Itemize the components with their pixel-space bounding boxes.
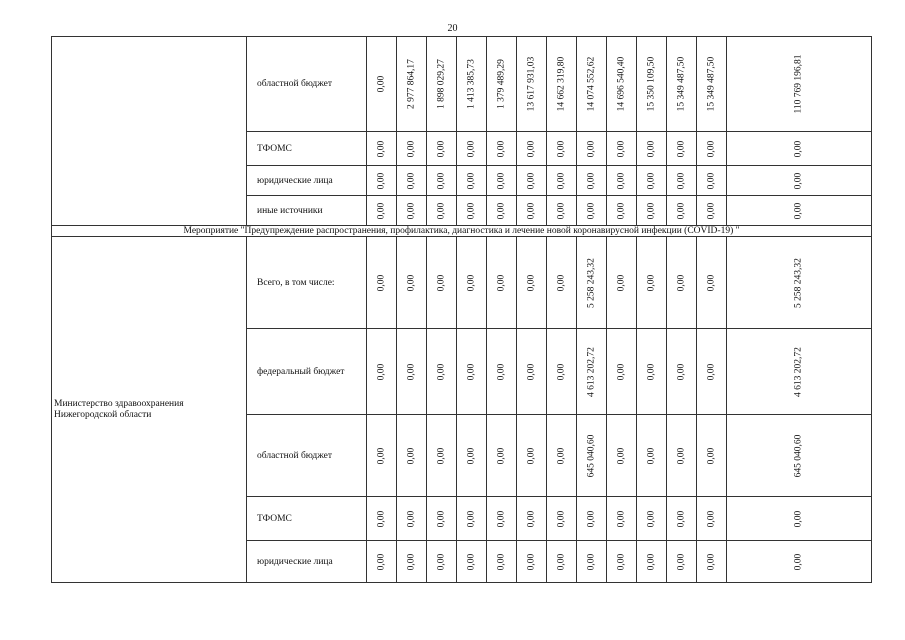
value-cell — [487, 196, 517, 226]
value-cell — [397, 132, 427, 166]
funding-source-cell: областной бюджет — [247, 415, 367, 497]
value-text: 14 696 540,40 — [615, 56, 626, 112]
value-cell — [487, 497, 517, 541]
value-text: 0,00 — [705, 510, 716, 527]
table-body — [52, 37, 872, 583]
value-text: 0,00 — [675, 202, 686, 219]
value-cell — [577, 237, 607, 329]
total-text: 4 613 202,72 — [793, 346, 804, 397]
value-text: 0,00 — [645, 363, 656, 380]
value-text: 1 898 029,27 — [435, 59, 446, 109]
value-text: 0,00 — [465, 202, 476, 219]
value-text: 0,00 — [525, 140, 536, 157]
value-text: 0,00 — [375, 172, 386, 189]
value-cell — [667, 132, 697, 166]
value-text: 0,00 — [375, 510, 386, 527]
funding-source-cell: Всего, в том числе: — [247, 237, 367, 329]
value-cell — [427, 541, 457, 583]
value-cell — [427, 415, 457, 497]
value-text: 0,00 — [465, 447, 476, 464]
value-text: 0,00 — [555, 172, 566, 189]
value-text: 0,00 — [675, 553, 686, 570]
value-text: 0,00 — [585, 202, 596, 219]
total-cell — [727, 415, 872, 497]
value-text: 0,00 — [405, 172, 416, 189]
value-text: 0,00 — [615, 274, 626, 291]
value-cell — [517, 497, 547, 541]
value-cell — [607, 166, 637, 196]
value-cell — [457, 541, 487, 583]
value-text: 0,00 — [435, 553, 446, 570]
value-text: 0,00 — [645, 553, 656, 570]
value-text: 0,00 — [615, 140, 626, 157]
value-cell — [547, 132, 577, 166]
value-cell — [367, 329, 397, 415]
value-text: 14 662 319,80 — [555, 56, 566, 112]
value-text: 0,00 — [555, 202, 566, 219]
value-text: 0,00 — [495, 447, 506, 464]
value-text: 0,00 — [465, 140, 476, 157]
value-text: 0,00 — [465, 363, 476, 380]
value-cell — [547, 541, 577, 583]
value-cell — [607, 196, 637, 226]
value-text: 0,00 — [435, 447, 446, 464]
value-text: 0,00 — [435, 363, 446, 380]
value-text: 0,00 — [465, 274, 476, 291]
value-text: 0,00 — [705, 553, 716, 570]
value-cell — [427, 196, 457, 226]
value-cell — [517, 237, 547, 329]
total-cell — [727, 329, 872, 415]
value-text: 0,00 — [375, 202, 386, 219]
value-text: 0,00 — [555, 553, 566, 570]
value-text: 2 977 864,17 — [405, 59, 416, 109]
value-cell — [637, 541, 667, 583]
value-text: 0,00 — [645, 274, 656, 291]
value-text: 0,00 — [525, 172, 536, 189]
value-cell — [517, 166, 547, 196]
value-text: 0,00 — [675, 172, 686, 189]
value-cell — [697, 497, 727, 541]
value-cell — [607, 415, 637, 497]
value-text: 0,00 — [435, 140, 446, 157]
funding-source-cell: ТФОМС — [247, 132, 367, 166]
value-cell — [697, 415, 727, 497]
value-text: 0,00 — [645, 510, 656, 527]
value-cell — [697, 237, 727, 329]
total-cell — [727, 237, 872, 329]
value-cell — [517, 132, 547, 166]
value-text: 15 349 487,50 — [675, 56, 686, 112]
value-cell — [547, 237, 577, 329]
value-cell — [697, 166, 727, 196]
value-text: 0,00 — [375, 274, 386, 291]
total-cell — [727, 37, 872, 132]
value-cell — [577, 37, 607, 132]
value-text: 1 379 489,29 — [495, 59, 506, 109]
value-cell — [397, 166, 427, 196]
value-text: 14 074 552,62 — [585, 56, 596, 112]
value-cell — [577, 166, 607, 196]
funding-source-cell: областной бюджет — [247, 37, 367, 132]
value-cell — [367, 497, 397, 541]
value-cell — [517, 541, 547, 583]
value-cell — [367, 132, 397, 166]
value-text: 0,00 — [675, 447, 686, 464]
value-cell — [517, 37, 547, 132]
value-text: 0,00 — [645, 202, 656, 219]
value-cell — [367, 415, 397, 497]
value-text: 0,00 — [405, 553, 416, 570]
value-cell — [397, 541, 427, 583]
value-text: 1 413 385,73 — [465, 59, 476, 109]
value-text: 0,00 — [615, 447, 626, 464]
value-cell — [457, 497, 487, 541]
value-cell — [577, 196, 607, 226]
value-text: 0,00 — [705, 447, 716, 464]
total-text: 5 258 243,32 — [793, 257, 804, 308]
organization-cell: Министерство здравоохранения Нижегородской области — [52, 237, 247, 583]
total-cell — [727, 196, 872, 226]
value-cell — [547, 329, 577, 415]
value-cell — [427, 497, 457, 541]
value-cell — [487, 166, 517, 196]
value-cell — [397, 329, 427, 415]
value-text: 0,00 — [465, 510, 476, 527]
value-cell — [457, 166, 487, 196]
value-text: 0,00 — [495, 363, 506, 380]
value-cell — [637, 166, 667, 196]
total-cell — [727, 166, 872, 196]
value-text: 645 040,60 — [585, 434, 596, 477]
value-text: 0,00 — [615, 172, 626, 189]
value-text: 0,00 — [615, 202, 626, 219]
value-text: 0,00 — [405, 274, 416, 291]
value-text: 0,00 — [645, 140, 656, 157]
total-text: 0,00 — [793, 510, 804, 527]
total-text: 645 040,60 — [793, 434, 804, 477]
value-text: 4 613 202,72 — [585, 346, 596, 397]
value-cell — [667, 497, 697, 541]
value-cell — [457, 37, 487, 132]
value-text: 0,00 — [705, 363, 716, 380]
value-text: 0,00 — [555, 447, 566, 464]
value-text: 0,00 — [585, 140, 596, 157]
value-text: 0,00 — [405, 140, 416, 157]
value-cell — [397, 196, 427, 226]
value-cell — [607, 329, 637, 415]
value-cell — [457, 132, 487, 166]
value-text: 0,00 — [405, 363, 416, 380]
value-cell — [637, 196, 667, 226]
value-cell — [547, 166, 577, 196]
value-cell — [637, 37, 667, 132]
funding-source-cell: юридические лица — [247, 541, 367, 583]
value-text: 0,00 — [375, 363, 386, 380]
value-text: 0,00 — [585, 553, 596, 570]
value-text: 0,00 — [375, 75, 386, 93]
value-text: 0,00 — [495, 510, 506, 527]
value-text: 0,00 — [465, 553, 476, 570]
value-cell — [667, 415, 697, 497]
value-text: 0,00 — [435, 510, 446, 527]
value-cell — [607, 132, 637, 166]
total-cell — [727, 541, 872, 583]
value-cell — [487, 132, 517, 166]
value-cell — [457, 415, 487, 497]
value-text: 5 258 243,32 — [585, 257, 596, 308]
value-cell — [697, 37, 727, 132]
value-cell — [367, 196, 397, 226]
total-text: 0,00 — [793, 140, 804, 157]
value-text: 0,00 — [675, 363, 686, 380]
value-text: 0,00 — [375, 447, 386, 464]
value-cell — [487, 541, 517, 583]
total-text: 0,00 — [793, 553, 804, 570]
event-title: Мероприятие "Предупреждение распространения, профилактика, диагностика и лечение новой коронавирусной инфекции (COVID-19) " — [52, 226, 872, 237]
value-text: 0,00 — [525, 553, 536, 570]
value-text: 0,00 — [645, 447, 656, 464]
value-cell — [367, 37, 397, 132]
value-cell — [427, 132, 457, 166]
value-cell — [667, 196, 697, 226]
value-text: 0,00 — [675, 510, 686, 527]
value-cell — [607, 497, 637, 541]
value-cell — [637, 132, 667, 166]
value-cell — [697, 541, 727, 583]
value-cell — [577, 541, 607, 583]
value-text: 0,00 — [375, 553, 386, 570]
value-text: 0,00 — [675, 140, 686, 157]
value-text: 0,00 — [495, 172, 506, 189]
value-text: 0,00 — [495, 140, 506, 157]
value-text: 0,00 — [525, 363, 536, 380]
page-number: 20 — [447, 23, 458, 34]
total-text: 0,00 — [793, 172, 804, 189]
value-cell — [607, 237, 637, 329]
value-text: 0,00 — [405, 510, 416, 527]
value-text: 0,00 — [405, 447, 416, 464]
value-cell — [667, 166, 697, 196]
value-cell — [487, 37, 517, 132]
value-cell — [667, 37, 697, 132]
total-cell — [727, 132, 872, 166]
value-cell — [547, 37, 577, 132]
value-cell — [577, 497, 607, 541]
value-text: 0,00 — [435, 172, 446, 189]
value-cell — [367, 541, 397, 583]
value-cell — [367, 166, 397, 196]
value-text: 0,00 — [375, 140, 386, 157]
funding-source-cell: юридические лица — [247, 166, 367, 196]
value-cell — [457, 237, 487, 329]
value-cell — [697, 329, 727, 415]
value-cell — [667, 541, 697, 583]
value-text: 0,00 — [525, 447, 536, 464]
value-cell — [547, 196, 577, 226]
table-row — [52, 37, 872, 132]
value-text: 0,00 — [555, 140, 566, 157]
value-text: 0,00 — [705, 140, 716, 157]
total-text: 110 769 196,81 — [793, 54, 804, 114]
value-cell — [367, 237, 397, 329]
value-text: 0,00 — [435, 202, 446, 219]
value-cell — [457, 196, 487, 226]
total-cell — [727, 497, 872, 541]
value-text: 0,00 — [585, 172, 596, 189]
value-cell — [427, 329, 457, 415]
value-cell — [637, 237, 667, 329]
value-cell — [487, 415, 517, 497]
value-text: 0,00 — [525, 510, 536, 527]
value-text: 0,00 — [585, 510, 596, 527]
value-text: 0,00 — [705, 274, 716, 291]
value-text: 15 349 487,50 — [705, 56, 716, 112]
value-text: 0,00 — [555, 510, 566, 527]
total-text: 0,00 — [793, 202, 804, 219]
value-cell — [397, 237, 427, 329]
value-text: 0,00 — [495, 553, 506, 570]
funding-source-cell: ТФОМС — [247, 497, 367, 541]
value-cell — [427, 37, 457, 132]
funding-source-cell: иные источники — [247, 196, 367, 226]
value-cell — [607, 37, 637, 132]
value-text: 0,00 — [615, 363, 626, 380]
value-cell — [697, 132, 727, 166]
value-text: 0,00 — [675, 274, 686, 291]
value-text: 0,00 — [525, 202, 536, 219]
organization-cell — [52, 37, 247, 226]
value-text: 0,00 — [705, 172, 716, 189]
value-cell — [427, 166, 457, 196]
value-cell — [637, 329, 667, 415]
value-text: 0,00 — [555, 363, 566, 380]
value-cell — [697, 196, 727, 226]
value-text: 0,00 — [525, 274, 536, 291]
value-text: 0,00 — [615, 510, 626, 527]
value-cell — [637, 415, 667, 497]
value-cell — [547, 415, 577, 497]
budget-table — [51, 36, 872, 583]
value-text: 15 350 109,50 — [645, 56, 656, 112]
value-cell — [517, 196, 547, 226]
value-cell — [577, 132, 607, 166]
value-cell — [637, 497, 667, 541]
value-cell — [487, 329, 517, 415]
value-cell — [397, 415, 427, 497]
value-text: 0,00 — [465, 172, 476, 189]
value-text: 0,00 — [405, 202, 416, 219]
table-row — [52, 237, 872, 329]
value-text: 13 617 931,03 — [525, 56, 536, 112]
value-cell — [427, 237, 457, 329]
value-cell — [517, 329, 547, 415]
value-text: 0,00 — [645, 172, 656, 189]
value-cell — [487, 237, 517, 329]
value-cell — [667, 329, 697, 415]
value-cell — [397, 37, 427, 132]
value-text: 0,00 — [435, 274, 446, 291]
value-text: 0,00 — [495, 202, 506, 219]
value-cell — [577, 415, 607, 497]
value-text: 0,00 — [615, 553, 626, 570]
value-cell — [397, 497, 427, 541]
value-cell — [667, 237, 697, 329]
value-cell — [607, 541, 637, 583]
value-text: 0,00 — [705, 202, 716, 219]
value-text: 0,00 — [495, 274, 506, 291]
event-row — [52, 226, 872, 237]
funding-source-cell: федеральный бюджет — [247, 329, 367, 415]
value-cell — [457, 329, 487, 415]
value-cell — [517, 415, 547, 497]
value-cell — [547, 497, 577, 541]
value-cell — [577, 329, 607, 415]
value-text: 0,00 — [555, 274, 566, 291]
